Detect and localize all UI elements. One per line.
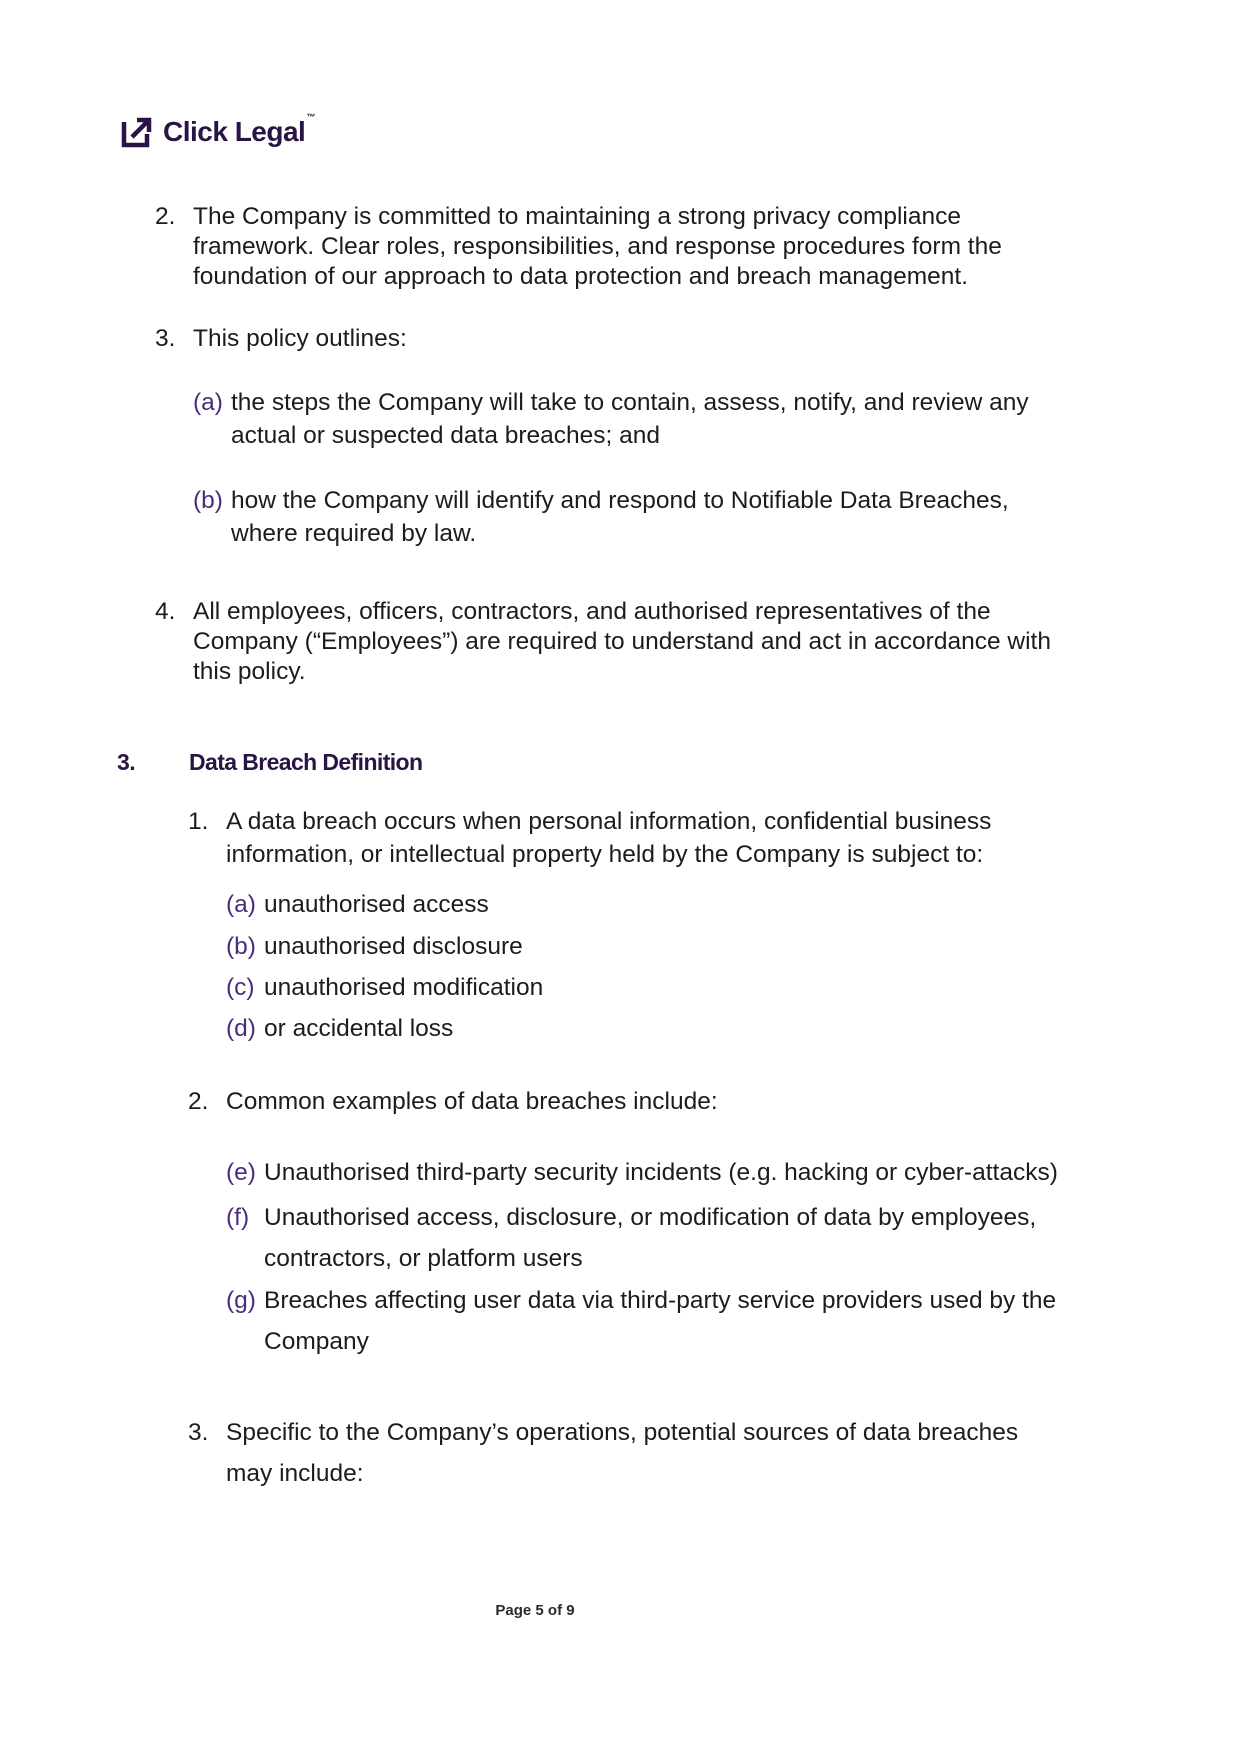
arrow-square-icon <box>120 116 153 149</box>
list-item: 3. This policy outlines: <box>155 325 407 352</box>
section-number: 3. <box>117 749 135 775</box>
sub-list-item: (e) Unauthorised third-party security incidents (e.g. hacking or cyber-attacks) <box>226 1159 1058 1186</box>
sub-list-item: (b) unauthorised disclosure <box>226 933 523 960</box>
section-title: Data Breach Definition <box>189 749 423 775</box>
sub-list-item: (g) Breaches affecting user data via third-party service providers used by the Company <box>226 1287 1057 1355</box>
sub-list-item: (f) Unauthorised access, disclosure, or modification of data by employees, contractors, or platform users <box>226 1204 1037 1272</box>
list-item: 1. A data breach occurs when personal information, confidential business information, or intellectual property held by the Company is subject to: <box>188 808 992 868</box>
sub-list-item: (a) unauthorised access <box>226 891 489 918</box>
sub-list-item: (b) how the Company will identify and respond to Notifiable Data Breaches, where required by law. <box>193 487 1009 547</box>
company-logo <box>120 112 315 152</box>
page-number: Page 5 of 9 <box>495 1602 575 1619</box>
sub-list-item: (d) or accidental loss <box>226 1015 454 1042</box>
sub-list-item: (c) unauthorised modification <box>226 974 544 1001</box>
sub-list-item: (a) the steps the Company will take to contain, assess, notify, and review any actual or suspected data breaches; and <box>193 389 1029 449</box>
list-item: 2. Common examples of data breaches include: <box>188 1088 718 1115</box>
list-item: 2. The Company is committed to maintaining a strong privacy compliance framework. Clear roles, responsibilities, and response procedures form the foundation of our approach to data protection and breach management. <box>155 203 1002 290</box>
list-item: 4. All employees, officers, contractors, and authorised representatives of the Company (“Employees”) are required to understand and act in accordance with this policy. <box>155 598 1051 685</box>
list-item: 3. Specific to the Company’s operations, potential sources of data breaches may include: <box>188 1419 1019 1487</box>
logo-text: Click Legal™ <box>163 112 315 147</box>
